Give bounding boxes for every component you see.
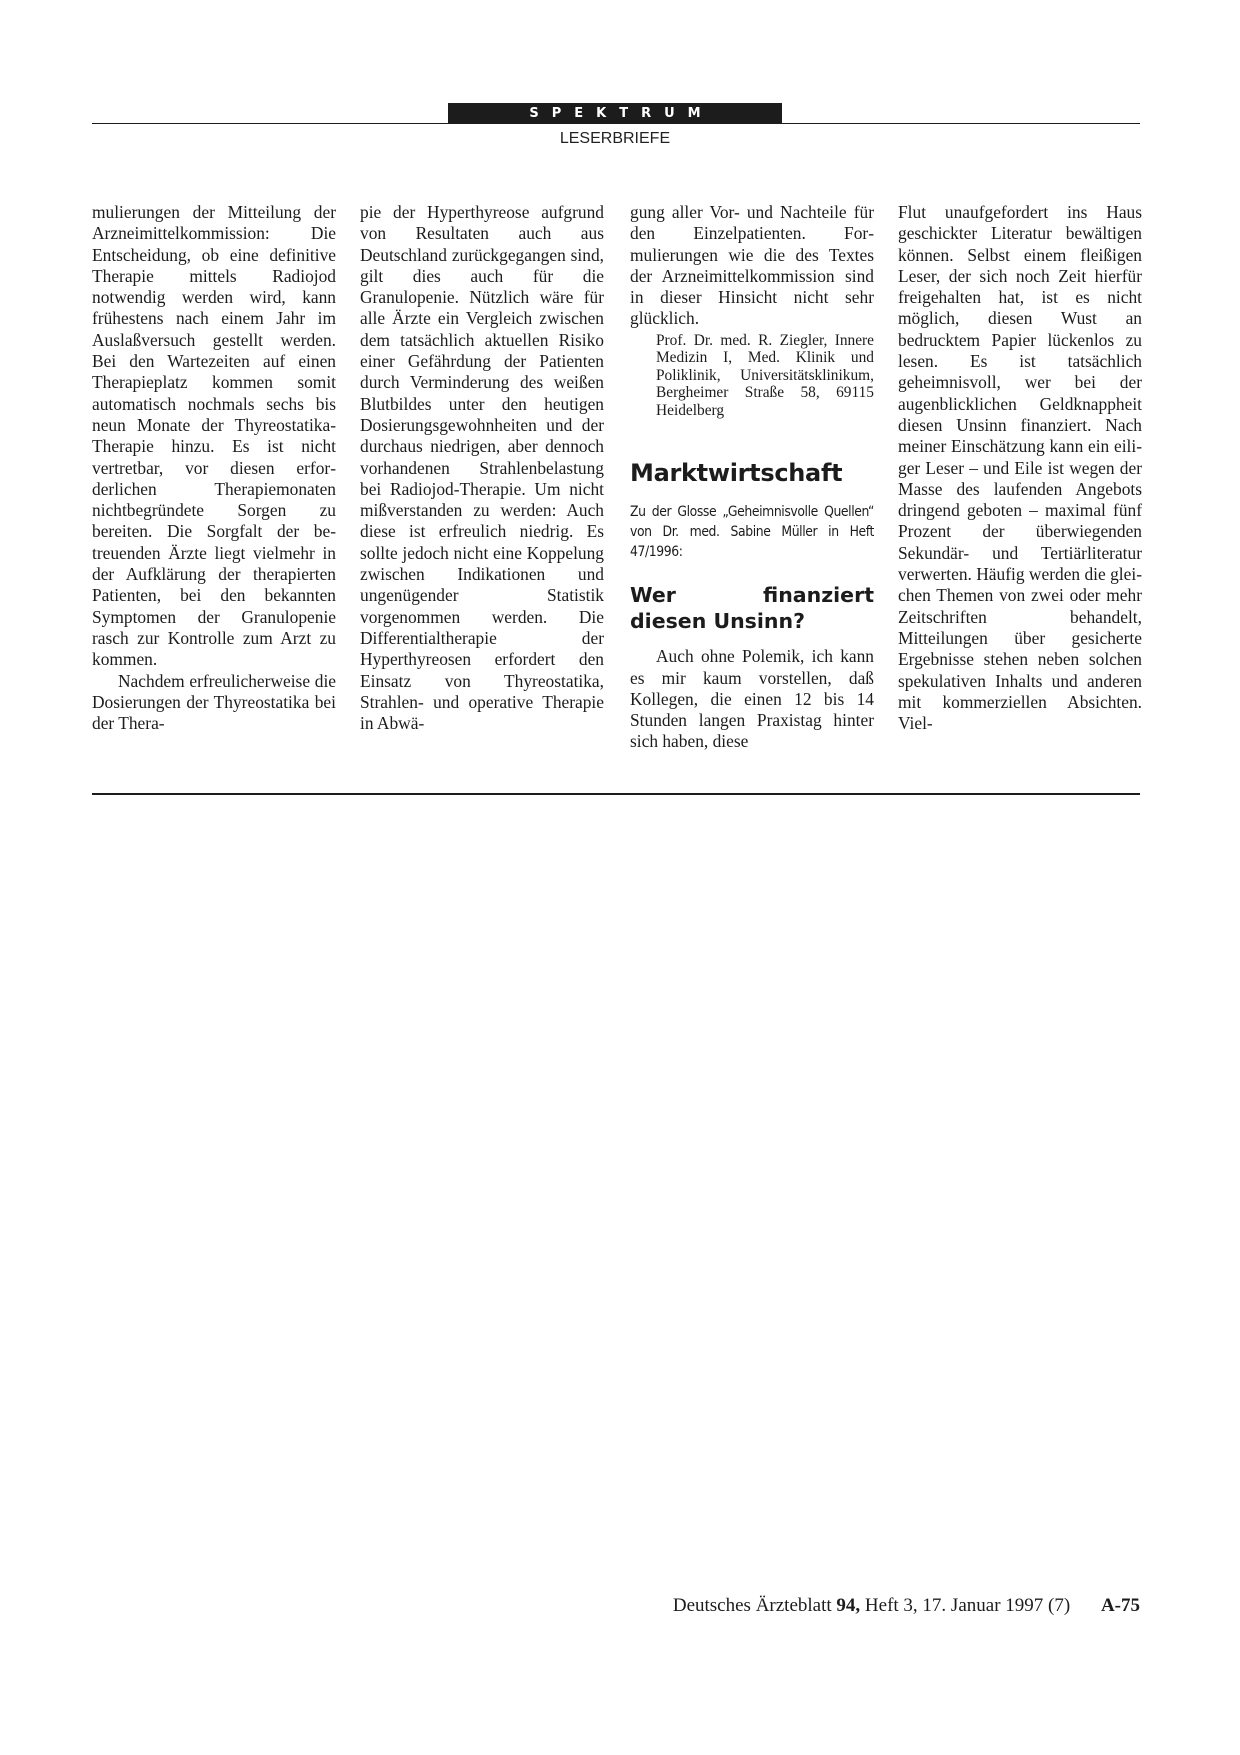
volume-number: 94, <box>836 1595 861 1616</box>
section-title: Marktwirtschaft <box>630 459 843 488</box>
header-rule <box>92 123 1140 124</box>
page-number: A-75 <box>1100 1595 1140 1616</box>
column-3 <box>630 202 874 784</box>
reference-intro: Zu der Glosse „Geheimnisvolle Quellen“ von Dr. med. Sabine Müller in Heft 47/1996: <box>630 504 874 561</box>
bottom-rule <box>92 793 1140 795</box>
section-label: SPEKTRUM <box>448 103 782 124</box>
page-footer <box>673 1595 1140 1617</box>
column-1 <box>92 202 336 784</box>
paragraph: Flut unaufgefordert ins Haus geschickter Literatur bewältigen können. Selbst einem fleißigen Leser, der sich noch Zeit hierfür freigehalten hat, ist es nicht möglich, diesen Wust an bedrucktem Papier lückenlos zu lesen. Es ist tatsächlich geheimnisvoll, wer bei der augenblicklichen Geldknappheit diesen Unsinn finanziert. Nach meiner Einschätzung kann ein eiliger Leser – und Eile ist wegen der Masse des laufenden Angebots dringend geboten – maximal fünf Prozent der überwiegenden Sekundär- und Tertiärliteratur verwerten. Häufig werden die gleichen Themen von zwei oder mehr Zeitschriften behandelt, Mitteilungen über gesicherte Ergebnisse stehen neben solchen spekulativen Inhalts und anderen mit kommerziellen Absichten. Viel- <box>898 202 1142 734</box>
paragraph: mulierungen der Mitteilung der Arzneimittelkommission: Die Entscheidung, ob eine definitive Therapie mittels Radiojod notwendig werden wird, kann frühestens nach einem Jahr im Auslaßversuch gestellt werden. Bei den Wartezeiten auf einen Therapieplatz kommen somit automatisch nochmals sechs bis neun Monate der Thyreostatika-Therapie hinzu. Es ist nicht vertretbar, vor diesen erforderlichen Therapiemonaten nichtbegründete Sorgen zu bereiten. Die Sorgfalt der betreuenden Ärzte liegt vielmehr in der Aufklärung der therapierten Patienten, bei den bekannten Symptomen der Granulopenie rasch zur Kontrolle zum Arzt zu kommen. <box>92 202 336 670</box>
letter-title: Wer finanziert diesen Unsinn? <box>630 583 874 634</box>
column-2 <box>360 202 604 784</box>
issue-info: Heft 3, 17. Januar 1997 (7) <box>864 1595 1071 1616</box>
column-4 <box>898 202 1142 784</box>
subsection-label: LESERBRIEFE <box>559 130 671 147</box>
paragraph: gung aller Vor- und Nachteile für den Einzelpatienten. Formulierungen wie die des Textes der Arzneimittelkommission sind in dieser Hinsicht nicht sehr glücklich. <box>630 202 874 329</box>
paragraph: pie der Hyperthyreose aufgrund von Resultaten auch aus Deutschland zurückgegangen sind, gilt dies auch für die Granulopenie. Nützlich wäre für alle Ärzte ein Vergleich zwischen dem tatsächlich aktuellen Risiko einer Gefährdung der Patienten durch Verminderung des weißen Blutbildes unter den heutigen Dosierungsgewohnheiten und der durchaus niedrigen, aber dennoch vorhandenen Strahlenbelastung bei Radiojod-Therapie. Um nicht mißverstanden zu werden: Auch diese ist erfreulich niedrig. Es sollte jedoch nicht eine Koppelung zwischen Indikationen und ungenügender Statistik vorgenommen werden. Die Differentialtherapie der Hyperthyreosen erfordert den Einsatz von Thyreostatika, Strahlen- und operative Therapie in Abwä- <box>360 202 604 734</box>
author-signature: Prof. Dr. med. R. Ziegler, Innere Medizin I, Med. Klinik und Poliklinik, Universitätsklinikum, Bergheimer Straße 58, 69115 Heidelberg <box>656 331 874 419</box>
paragraph: Nachdem erfreulicherweise die Dosierungen der Thyreostatika bei der Thera- <box>92 670 336 734</box>
paragraph: Auch ohne Polemik, ich kann es mir kaum vorstellen, daß Kollegen, die einen 12 bis 14 Stunden langen Praxistag hinter sich haben, diese <box>630 646 874 752</box>
article-columns <box>92 202 1140 784</box>
journal-name: Deutsches Ärzteblatt <box>672 1595 832 1616</box>
